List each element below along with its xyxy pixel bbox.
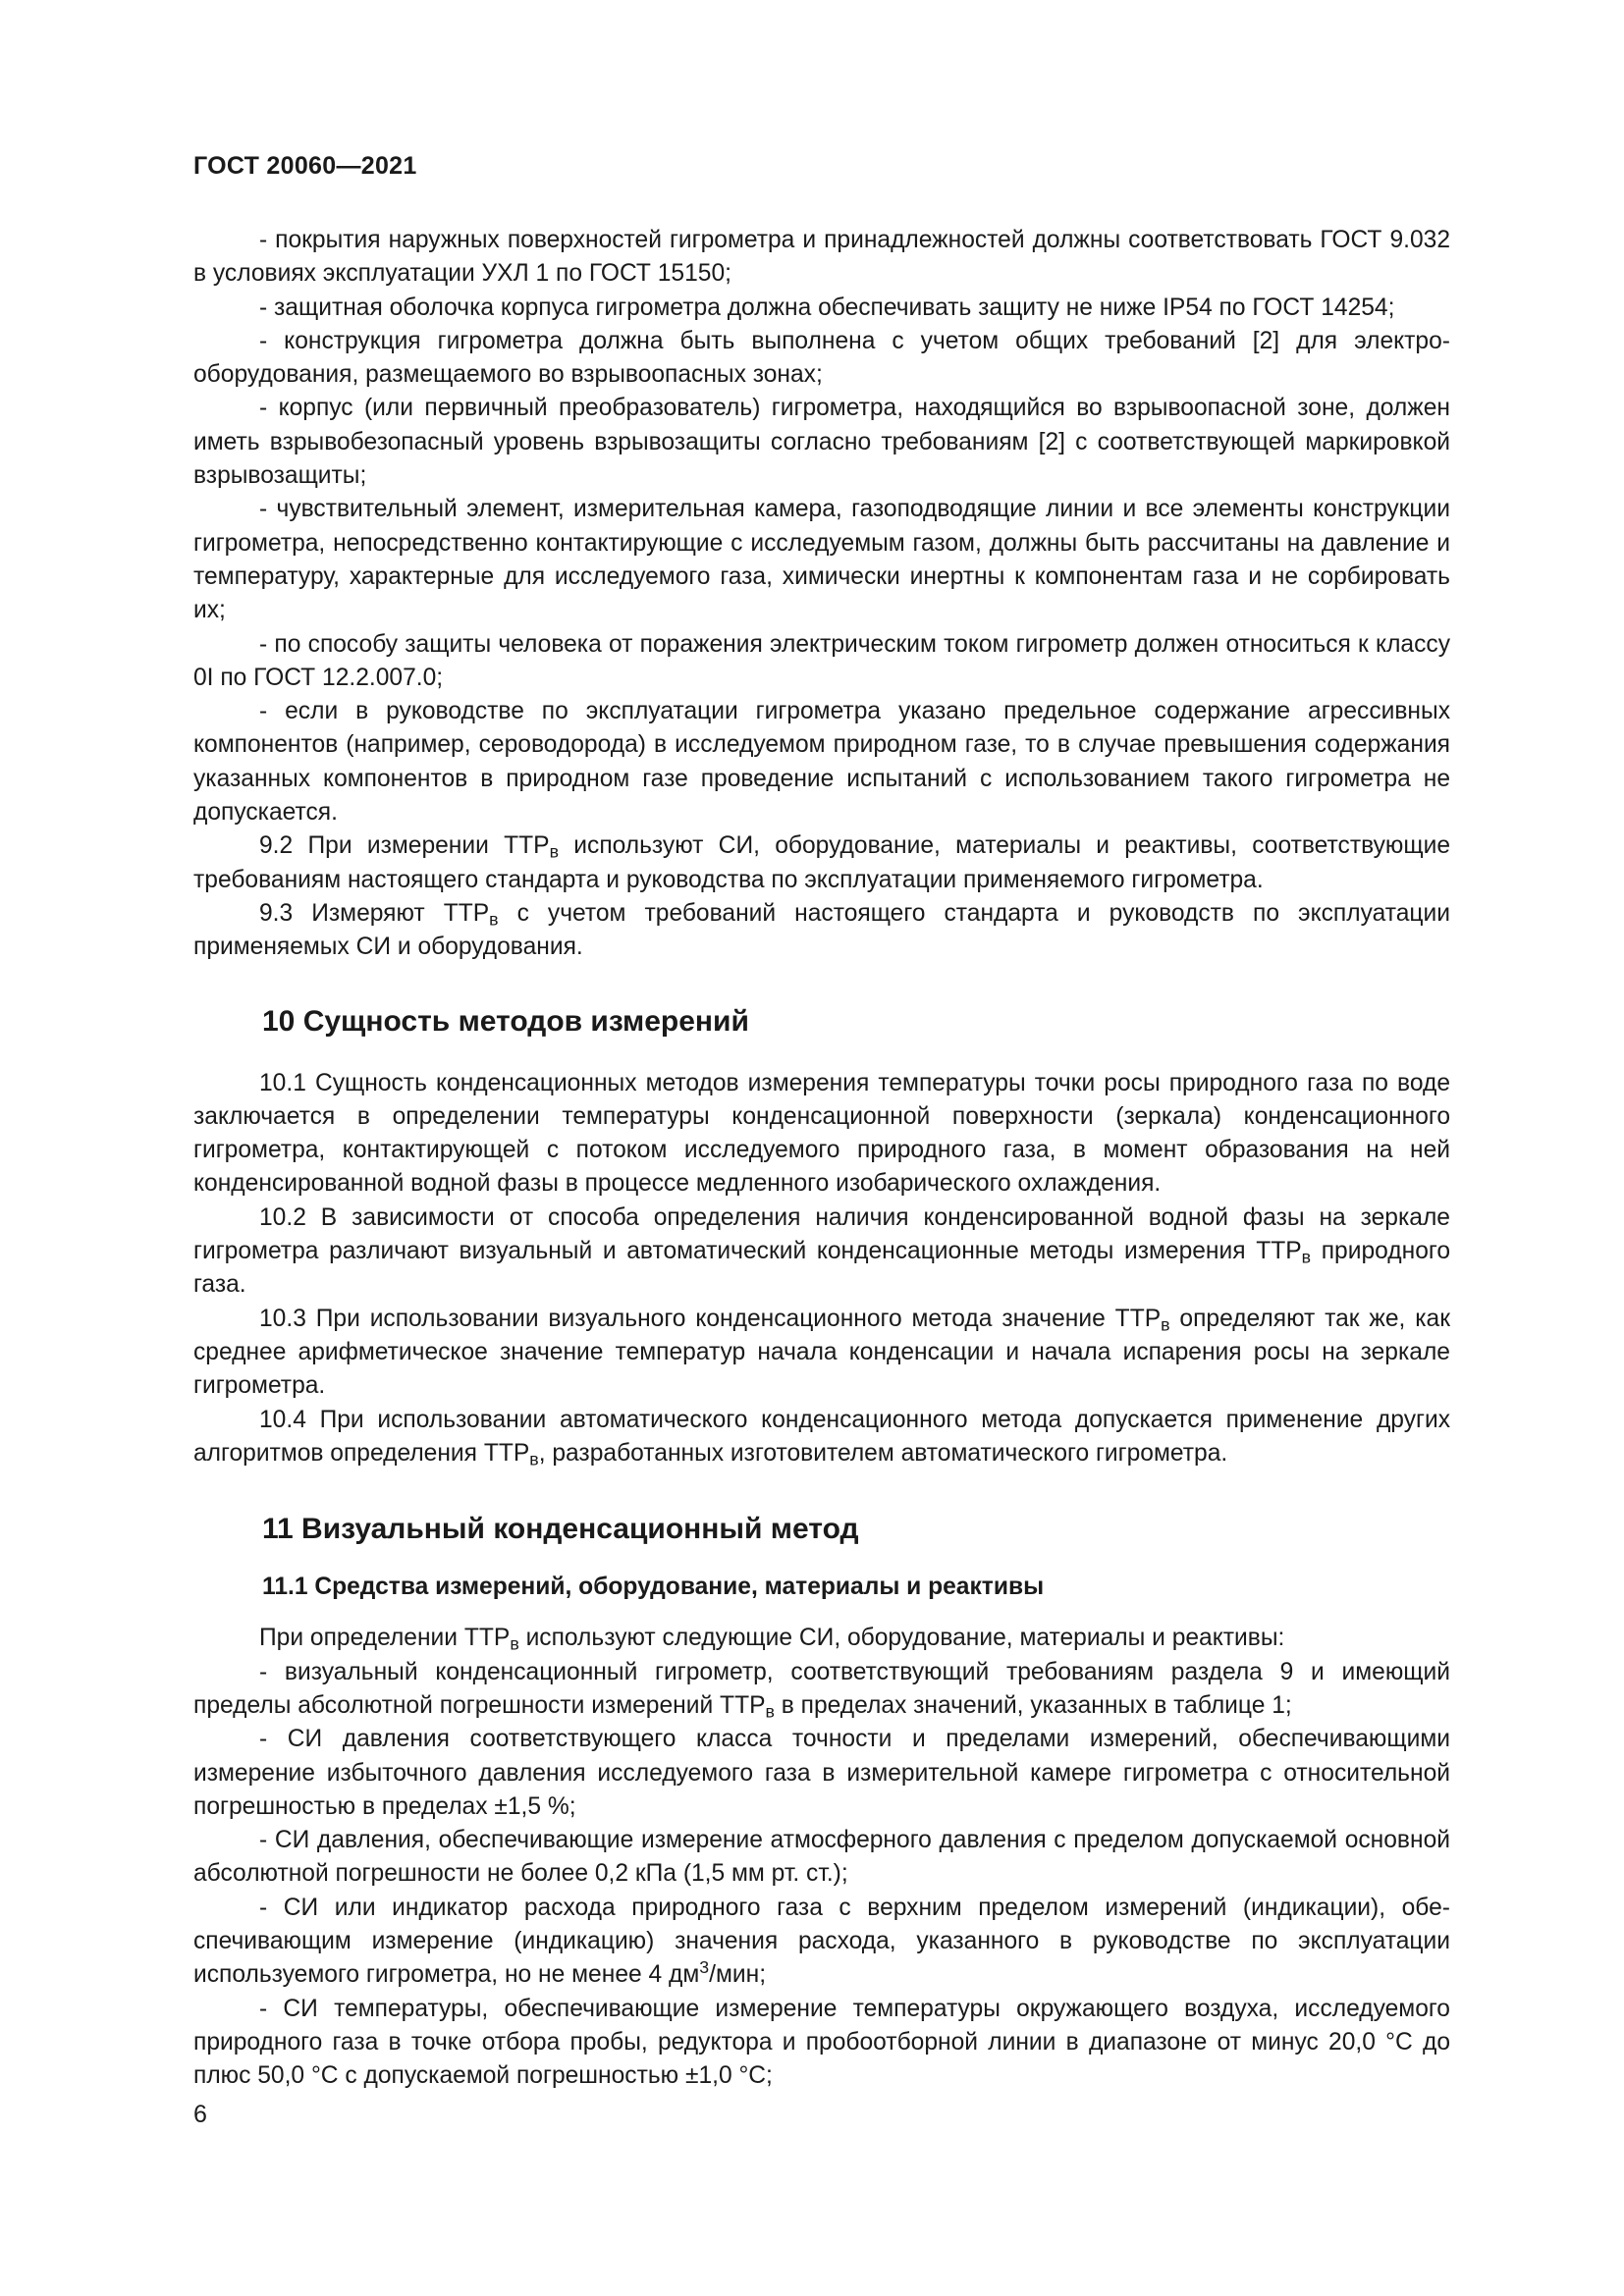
page-content: [193, 224, 1450, 2094]
paragraph: - если в руководстве по эксплуатации гигрометра указано предельное содержание агрессивных компонентов (например, сероводорода) в исследуемом природном газе, то в случае превышения содержания указанных компонентов в природном газе проведение испытаний с использованием такого гигрометра не допускается.: [193, 698, 1450, 827]
paragraph-10-3: 10.3 При использовании визуального конденсационного метода значение $ТТР_в$ определяют так же, как среднее арифметическое значение температур начала конденсации и начала испарения росы на зеркале гигрометра.: [193, 1305, 1450, 1400]
paragraph: - конструкция гигрометра должна быть выполнена с учетом общих требований [2] для электрооборудования, размещаемого во взрывоопасных зонах;: [193, 327, 1450, 389]
paragraph-11-intro: При определении $ТТР_в$ используют следующие СИ, оборудование, материалы и реактивы:: [259, 1625, 1285, 1654]
page-number: 6: [193, 2101, 207, 2128]
paragraph-10-2: 10.2 В зависимости от способа определения наличия конденсированной водной фазы на зеркале гигрометра различают визуальный и автоматический конденсационные методы измерения $ТТР_в$ природного газа.: [193, 1203, 1450, 1299]
list-item: - СИ или индикатор расхода природного газа с верхним пределом измерений (индикации), обеспечивающим измерение (индикацию) значения расхода, указанного в руководстве по эксплуатации используемого гигрометра, но не менее 4 $дм^3$/мин;: [193, 1894, 1450, 1989]
paragraph-9-3: 9.3 Измеряют $ТТР_в$ с учетом требований настоящего стандарта и руководств по эксплуатации применяемых СИ и оборудования.: [193, 899, 1450, 961]
paragraph: - покрытия наружных поверхностей гигрометра и принадлежностей должны соответствовать ГОСТ 9.032 в условиях эксплуатации УХЛ 1 по ГОСТ 15150;: [193, 227, 1450, 288]
subsection-11-1-heading: 11.1 Средства измерений, оборудование, материалы и реактивы: [262, 1574, 1045, 1601]
paragraph: - по способу защиты человека от поражения электрическим током гигрометр должен относиться к классу 0I по ГОСТ 12.2.007.0;: [193, 630, 1450, 691]
paragraph-10-4: 10.4 При использовании автоматического конденсационного метода допускается применение других алгоритмов определения $ТТР_в$, разработанных изготовителем автоматического гигрометра.: [193, 1406, 1450, 1469]
paragraph-10-1: 10.1 Сущность конденсационных методов измерения температуры точки росы природного газа по воде заключается в определении температуры конденсационной поверхности (зеркала) конденсационного гигрометра, контактирующей с потоком исследуемого природного газа, в момент образования на ней конденсированной водной фазы в процессе медленного изобарического охлаждения.: [193, 1069, 1450, 1198]
document-header: ГОСТ 20060—2021: [193, 152, 417, 180]
section-10-heading: 10 Сущность методов измерений: [262, 1004, 749, 1038]
paragraph-9-2: 9.2 При измерении $ТТР_в$ используют СИ, оборудование, материалы и реактивы, соответствующие требованиям настоящего стандарта и руководства по эксплуатации применяемого гигрометра.: [193, 832, 1450, 893]
paragraph: - чувствительный элемент, измерительная камера, газоподводящие линии и все элементы конструкции гигрометра, непосредственно контактирующие с исследуемым газом, должны быть рассчитаны на давление и температуру, характерные для исследуемого газа, химически инертны к компонентам газа и не сорбировать их;: [193, 496, 1450, 624]
list-item: - СИ температуры, обеспечивающие измерение температуры окружающего воздуха, исследуемого природного газа в точке отбора пробы, редуктора и пробоотборной линии в диапазоне от минус 20,0 °С до плюс 50,0 °С с допускаемой погрешностью ±1,0 °С;: [193, 1995, 1450, 2090]
section-11-heading: 11 Визуальный конденсационный метод: [262, 1513, 859, 1546]
list-item: - СИ давления соответствующего класса точности и пределами измерений, обеспечивающими измерение избыточного давления исследуемого газа в измерительной камере гигрометра с относительной погрешностью в пределах ±1,5 %;: [193, 1726, 1450, 1820]
paragraph: - корпус (или первичный преобразователь) гигрометра, находящийся во взрывоопасной зоне, должен иметь взрывобезопасный уровень взрывозащиты согласно требованиям [2] с соответствующей маркировкой взрывозащиты;: [193, 395, 1450, 490]
list-item: - СИ давления, обеспечивающие измерение атмосферного давления с пределом допускаемой основной абсолютной погрешности не более 0,2 кПа (1,5 мм рт. ст.);: [193, 1827, 1450, 1888]
list-item: - визуальный конденсационный гигрометр, соответствующий требованиям раздела 9 и имеющий пределы абсолютной погрешности измерений $ТТР_в$ в пределах значений, указанных в таблице 1;: [193, 1658, 1450, 1722]
paragraph: - защитная оболочка корпуса гигрометра должна обеспечивать защиту не ниже IP54 по ГОСТ 14254;: [259, 294, 1395, 321]
